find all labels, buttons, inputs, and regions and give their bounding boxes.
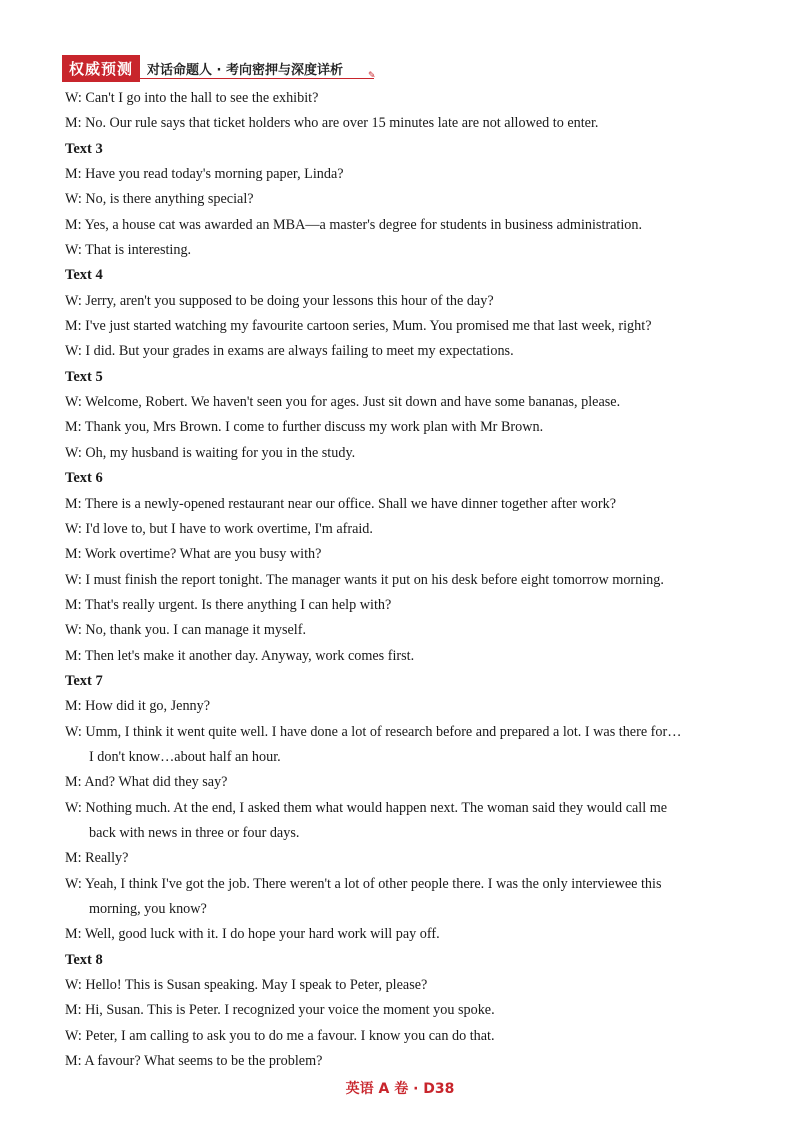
dialogue-line: M: Hi, Susan. This is Peter. I recognized your voice the moment you spoke. <box>65 1002 495 1019</box>
dialogue-continuation: morning, you know? <box>89 901 207 917</box>
dialogue-line: W: Yeah, I think I've got the job. There weren't a lot of other people there. I was the only interviewee this <box>65 875 662 892</box>
dialogue-line: W: I did. But your grades in exams are always failing to meet my expectations. <box>65 343 514 360</box>
dialogue-line: M: Really? <box>65 850 129 867</box>
dialogue-line: M: A favour? What seems to be the problem? <box>65 1053 323 1070</box>
header-subtitle: 对话命题人 · 考向密押与深度详析 <box>147 63 344 78</box>
section-heading: Text 5 <box>65 368 103 385</box>
header-badge: 权威预测 <box>62 55 140 82</box>
dialogue-line: W: No, thank you. I can manage it myself. <box>65 622 306 639</box>
dialogue-line: W: Umm, I think it went quite well. I have done a lot of research before and prepared a lot. I was there for… <box>65 723 682 740</box>
dialogue-line: W: No, is there anything special? <box>65 191 254 208</box>
dialogue-line: W: Can't I go into the hall to see the exhibit? <box>65 90 319 106</box>
header-rule <box>62 78 374 79</box>
dialogue-continuation: back with news in three or four days. <box>89 824 300 841</box>
section-heading: Text 3 <box>65 140 103 157</box>
dialogue-line: W: Welcome, Robert. We haven't seen you for ages. Just sit down and have some bananas, please. <box>65 394 621 411</box>
page-footer: 英语 A 卷 · D38 <box>345 1081 455 1097</box>
dialogue-line: M: Work overtime? What are you busy with? <box>65 546 322 563</box>
dialogue-line: W: Jerry, aren't you supposed to be doing your lessons this hour of the day? <box>65 292 494 309</box>
dialogue-line: M: How did it go, Jenny? <box>65 698 211 715</box>
dialogue-line: M: There is a newly-opened restaurant near our office. Shall we have dinner together after work? <box>65 495 616 512</box>
dialogue-line: W: Oh, my husband is waiting for you in the study. <box>65 444 356 461</box>
dialogue-line: W: I must finish the report tonight. The manager wants it put on his desk before eight tomorrow morning. <box>65 571 664 588</box>
dialogue-line: W: That is interesting. <box>65 242 192 259</box>
dialogue-line: M: Yes, a house cat was awarded an MBA—a master's degree for students in business administration. <box>65 216 643 233</box>
pen-icon: ✎ <box>368 71 376 81</box>
dialogue-line: M: Well, good luck with it. I do hope your hard work will pay off. <box>65 926 440 943</box>
section-heading: Text 6 <box>65 470 103 487</box>
section-heading: Text 7 <box>65 672 103 689</box>
dialogue-line: W: I'd love to, but I have to work overtime, I'm afraid. <box>65 520 373 537</box>
dialogue-line: W: Hello! This is Susan speaking. May I speak to Peter, please? <box>65 977 428 994</box>
dialogue-line: M: Then let's make it another day. Anyway, work comes first. <box>65 647 415 664</box>
dialogue-continuation: I don't know…about half an hour. <box>89 748 281 765</box>
dialogue-line: M: That's really urgent. Is there anything I can help with? <box>65 596 392 613</box>
section-heading: Text 4 <box>65 267 103 284</box>
dialogue-line: M: No. Our rule says that ticket holders who are over 15 minutes late are not allowed to enter. <box>65 115 599 132</box>
dialogue-line: W: Nothing much. At the end, I asked them what would happen next. The woman said they would call me <box>65 799 668 816</box>
dialogue-line: W: Peter, I am calling to ask you to do me a favour. I know you can do that. <box>65 1027 495 1044</box>
dialogue-line: M: And? What did they say? <box>65 774 228 791</box>
section-heading: Text 8 <box>65 951 103 968</box>
dialogue-line: M: I've just started watching my favourite cartoon series, Mum. You promised me that last week, right? <box>65 318 652 335</box>
dialogue-line: M: Thank you, Mrs Brown. I come to further discuss my work plan with Mr Brown. <box>65 419 544 436</box>
dialogue-line: M: Have you read today's morning paper, Linda? <box>65 166 344 183</box>
transcript-body <box>65 86 705 1074</box>
